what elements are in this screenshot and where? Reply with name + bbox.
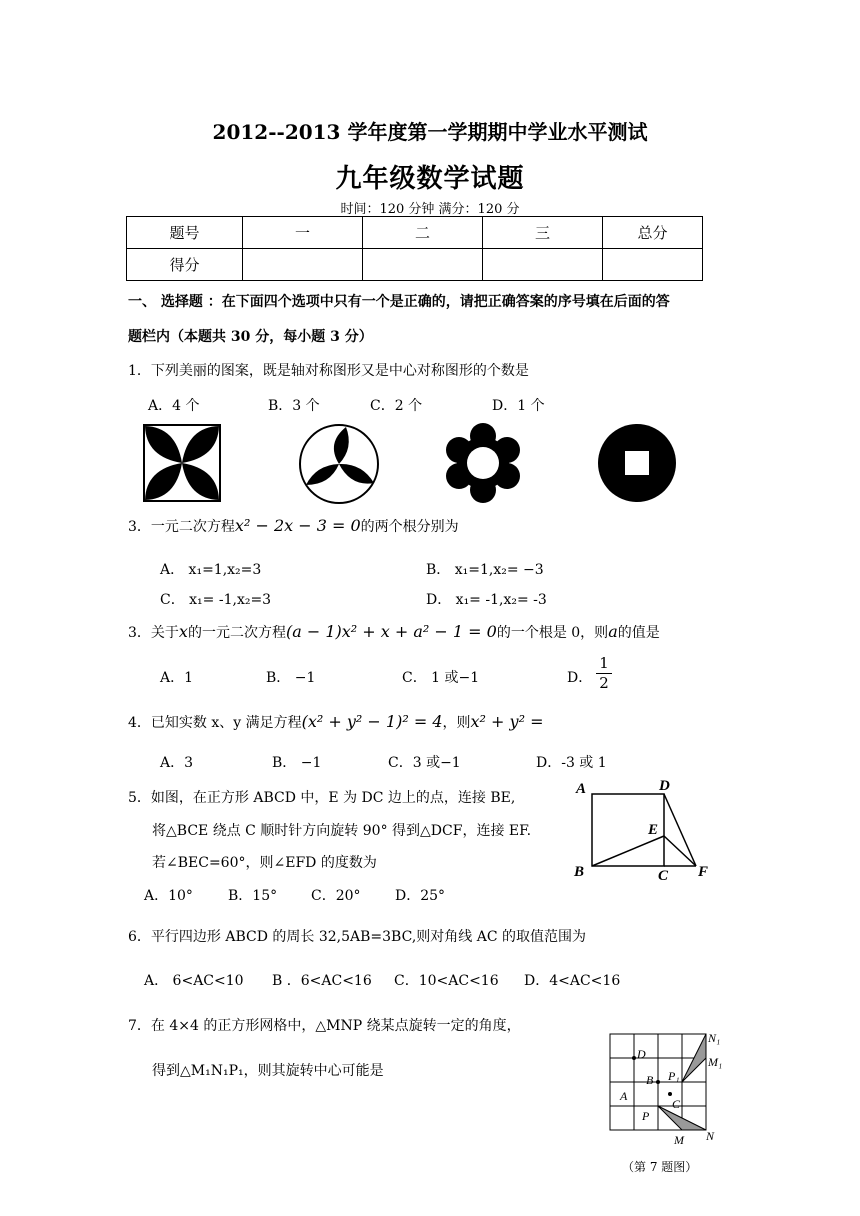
question-3b-stem	[128, 622, 660, 642]
option: A．1	[160, 670, 194, 686]
fig-label: N₁	[708, 1031, 721, 1045]
score-table-score-row	[127, 249, 703, 281]
stem-prefix: 3．关于	[128, 625, 179, 641]
question-7-line2: 得到△M₁N₁P₁，则其旋转中心可能是	[152, 1063, 384, 1079]
option: C．3 或−1	[388, 755, 461, 771]
fig-label: P	[642, 1109, 650, 1123]
option: A． 6<AC<10	[144, 973, 244, 989]
question-5-line3: 若∠BEC=60°，则∠EFD 的度数为	[152, 855, 377, 871]
score-field[interactable]	[363, 249, 483, 281]
fig-label: A	[620, 1089, 628, 1103]
question-3a-stem	[128, 516, 459, 536]
option: D．25°	[395, 888, 446, 904]
score-field[interactable]	[243, 249, 363, 281]
fig-label: B	[574, 864, 585, 880]
section-heading-cont: 题栏内（本题共 30 分，每小题 3 分）	[128, 329, 373, 345]
stem-prefix: 3．一元二次方程	[128, 519, 235, 535]
question-7-line1: 7．在 4×4 的正方形网格中，△MNP 绕某点旋转一定的角度，	[128, 1018, 521, 1034]
option: D． x₁= -1,x₂= -3	[426, 592, 547, 608]
grid-rotation-figure	[604, 1028, 730, 1150]
option: C．20°	[311, 888, 361, 904]
table-cell: 三	[483, 217, 603, 249]
stem-mid: 的一元二次方程	[187, 625, 286, 641]
fig-label: C	[658, 868, 669, 882]
expression: x² + y² =	[470, 712, 544, 731]
variable-a: a	[608, 622, 618, 641]
flower-figure	[443, 423, 523, 503]
option: C． x₁= -1,x₂=3	[160, 592, 272, 608]
option: B． −1	[272, 755, 322, 771]
table-cell: 题号	[127, 217, 243, 249]
fig-label: A	[576, 781, 587, 797]
stem-prefix: 4．已知实数 x、y 满足方程	[128, 715, 302, 731]
fraction	[596, 654, 612, 693]
score-table	[126, 216, 703, 281]
fig-label: N	[706, 1129, 715, 1143]
option: B．15°	[228, 888, 278, 904]
fig-label: E	[648, 822, 659, 838]
option: D．4<AC<16	[524, 973, 621, 989]
table-cell: 一	[243, 217, 363, 249]
equation: (a − 1)x² + x + a² − 1 = 0	[285, 622, 497, 641]
option: A．10°	[144, 888, 193, 904]
stem-mid: ，则	[442, 715, 471, 731]
fig-label: D	[637, 1047, 646, 1061]
fraction-denominator: 2	[596, 673, 612, 693]
option: A． x₁=1,x₂=3	[160, 562, 262, 578]
stem-suffix: 的值是	[617, 625, 660, 641]
fig-label: P₁	[668, 1069, 680, 1083]
square-rotation-figure	[570, 776, 715, 882]
option: D．	[567, 670, 593, 686]
option: A．3	[160, 755, 194, 771]
fig-label: C	[672, 1097, 681, 1111]
option: B． −1	[266, 670, 316, 686]
option: B ．6<AC<16	[272, 973, 372, 989]
score-field[interactable]	[483, 249, 603, 281]
table-cell: 得分	[127, 249, 243, 281]
question-1-stem: 1．下列美丽的图案，既是轴对称图形又是中心对称图形的个数是	[128, 363, 529, 379]
stem-mid2: 的一个根是 0，则	[496, 625, 609, 641]
equation: (x² + y² − 1)² = 4	[301, 712, 443, 731]
option: D．-3 或 1	[536, 755, 607, 771]
fig-label: M₁	[708, 1055, 723, 1069]
fig-label: F	[698, 864, 709, 880]
option: B． x₁=1,x₂= −3	[426, 562, 544, 578]
question-4-stem	[128, 712, 543, 732]
section-heading: 一、 选择题 ：在下面四个选项中只有一个是正确的，请把正确答案的序号填在后面的答	[128, 294, 670, 310]
three-blade-circle-figure	[296, 423, 382, 505]
exam-subject: 九年级数学试题	[335, 164, 525, 194]
question-5-line1: 5．如图，在正方形 ABCD 中，E 为 DC 边上的点，连接 BE,	[128, 790, 516, 806]
option: D．1 个	[492, 398, 545, 414]
option: A．4 个	[148, 398, 200, 414]
coin-figure	[597, 423, 677, 503]
figure-caption: （第 7 题图）	[622, 1160, 698, 1174]
option: C． 1 或−1	[402, 670, 480, 686]
fig-label: B	[646, 1073, 654, 1087]
exam-title: 2012--2013 学年度第一学期期中学业水平测试	[212, 120, 648, 144]
question-6-stem: 6．平行四边形 ABCD 的周长 32,5AB=3BC,则对角线 AC 的取值范围为	[128, 929, 586, 945]
fraction-numerator: 1	[599, 654, 609, 672]
option: C．2 个	[370, 398, 423, 414]
option: C．10<AC<16	[394, 973, 499, 989]
table-cell: 二	[363, 217, 483, 249]
stem-suffix: 的两个根分别为	[360, 519, 459, 535]
fig-label: M	[674, 1133, 684, 1147]
four-petal-square-figure	[142, 423, 222, 503]
table-cell: 总分	[603, 217, 703, 249]
exam-info: 时间：120 分钟 满分：120 分	[340, 202, 520, 217]
option: B．3 个	[268, 398, 320, 414]
variable-x: x	[178, 622, 188, 641]
equation: x² − 2x − 3 = 0	[234, 516, 361, 535]
question-5-line2: 将△BCE 绕点 C 顺时针方向旋转 90° 得到△DCF，连接 EF.	[152, 823, 532, 839]
score-table-header-row	[127, 217, 703, 249]
score-field[interactable]	[603, 249, 703, 281]
fig-label: D	[659, 778, 670, 794]
